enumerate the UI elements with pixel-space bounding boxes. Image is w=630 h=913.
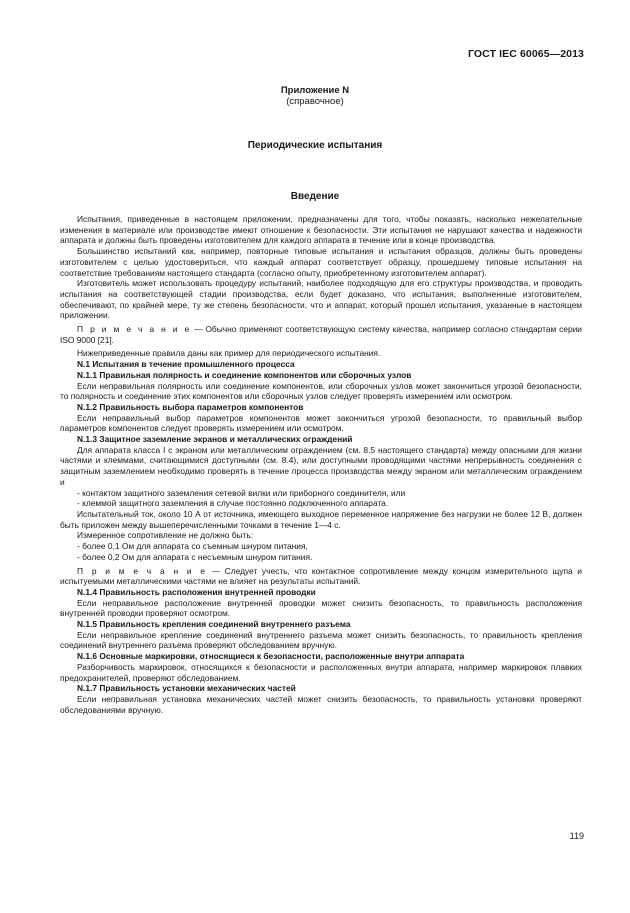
heading-n1: N.1 Испытания в течение промышленного процесса (77, 359, 295, 370)
page-number: 119 (569, 831, 584, 841)
annex-subtitle: (справочное) (286, 96, 344, 107)
note-2-label: П р и м е ч а н и е (77, 565, 208, 576)
heading-n1-6: N.1.6 Основные маркировки, относящиеся к безопасности, расположенные внутри аппарата (77, 651, 465, 662)
heading-n1-3: N.1.3 Защитное заземление экранов и металлических ограждений (77, 434, 353, 445)
paragraph-intro-4: Нижеприведенные правила даны как пример для периодического испытания. (77, 348, 381, 359)
list-item-n1-3-2: - клеммой защитного заземления в случае постоянно подключенного аппарата. (77, 498, 389, 509)
paragraph-n1-3-a: Для аппарата класса I с экраном или металлическим ограждением (см. 8.5 настоящего стандарта) между опасными для жизни частями и клеммами, считающимися доступными (см. 8.4), или доступными проводящими частями непрерывность соединения с защитным заземлением необходимо проверять в течение процесса производства между экраном или металлическим ограждением и (60, 444, 582, 487)
paragraph-intro-2: Большинство испытаний как, например, повторные типовые испытания и испытания образцов, должны быть проведены изготовителем с целью удостовериться, что каждый аппарат соответствует образцу, прошедшему типовые испытания на соответствие требованиям настоящего стандарта (согласно опыту, приобретенному изготовителем аппарат). (60, 246, 582, 278)
list-item-n1-3-4: - более 0,2 Ом для аппарата с несъемным шнуром питания. (77, 551, 313, 562)
paragraph-n1-2: Если неправильный выбор параметров компонентов может закончиться угрозой безопасности, то правильный выбор параметров компонентов следует проверять измерением или осмотром. (60, 412, 582, 434)
note-2-text: — Следует учесть, что контактное сопротивление между концом измерительного щупа и испытуемыми металлическими частями не влияет на результаты испытаний. (60, 565, 582, 587)
heading-n1-2: N.1.2 Правильность выбора параметров компонентов (77, 401, 304, 412)
paragraph-n1-6: Разборчивость маркировок, относящихся к безопасности и расположенных внутри аппарата, например маркировок плавких предохранителей, проверяют обследованием. (60, 661, 582, 683)
intro-title: Введение (290, 191, 340, 202)
paragraph-n1-3-c: Измеренное сопротивление не должно быть: (77, 530, 254, 541)
paragraph-n1-1: Если неправильная полярность или соединение компонентов, или сборочных узлов может закончиться угрозой безопасности, то полярность и соединение этих компонентов или сборочных узлов следует проверять измерением или осмотром. (60, 380, 582, 402)
note-1-label: П р и м е ч а н и е (77, 324, 192, 335)
document-body (60, 214, 582, 715)
paragraph-n1-4: Если неправильное расположение внутренней проводки может снизить безопасность, то правильность расположения внутренней проводки проверяют осмотром. (60, 597, 582, 619)
paragraph-n1-5: Если неправильное крепление соединений внутреннего разъема может снизить безопасность, то правильность крепления соединений внутреннего разъема проверяют обследованием вручную. (60, 629, 582, 651)
list-item-n1-3-1: - контактом защитного заземления сетевой вилки или приборного соединителя, или (77, 487, 406, 498)
note-1-text: — Обычно применяют соответствующую систему качества, например согласно стандартам серии ISO 9000 [21]. (60, 324, 582, 345)
standard-designation: ГОСТ IEC 60065—2013 (467, 48, 584, 60)
paragraph-intro-3: Изготовитель может использовать процедуру испытаний, наиболее подходящую для его структуры производства, и проводить испытания на соответствующей стадии производства, если будет доказано, что испытания, выполненные изготовителем, обеспечивают, по крайней мере, ту же степень безопасности, что и аппарат, который прошел испытания, указанные в настоящем приложении. (60, 278, 582, 321)
heading-n1-5: N.1.5 Правильность крепления соединений внутреннего разъема (77, 619, 351, 630)
section-title: Периодические испытания (247, 140, 383, 151)
heading-n1-4: N.1.4 Правильность расположения внутренней проводки (77, 586, 316, 597)
heading-n1-7: N.1.7 Правильность установки механических частей (77, 683, 296, 694)
annex-title: Приложение N (280, 85, 350, 96)
paragraph-intro-1: Испытания, приведенные в настоящем приложении, предназначены для того, чтобы показать, насколько нежелательные изменения в материале или производстве имеют отношение к безопасности. Эти испытания не нарушают качества и надежности аппарата и должны быть проведены изготовителем для каждого аппарата в течение или в конце производства. (60, 214, 582, 246)
heading-n1-1: N.1.1 Правильная полярность и соединение компонентов или сборочных узлов (77, 369, 412, 380)
paragraph-n1-7: Если неправильная установка механических частей может снизить безопасность, то правильность установки проверяют обследованиями вручную. (60, 693, 582, 715)
note-2 (60, 566, 582, 587)
paragraph-n1-3-b: Испытательный ток, около 10 А от источника, имеющего выходное переменное напряжение без нагрузки не более 12 В, должен быть приложен между вышеперечисленными точками в течение 1—4 с. (60, 508, 582, 530)
list-item-n1-3-3: - более 0,1 Ом для аппарата со съемным шнуром питания, (77, 541, 308, 552)
note-1 (60, 324, 582, 345)
